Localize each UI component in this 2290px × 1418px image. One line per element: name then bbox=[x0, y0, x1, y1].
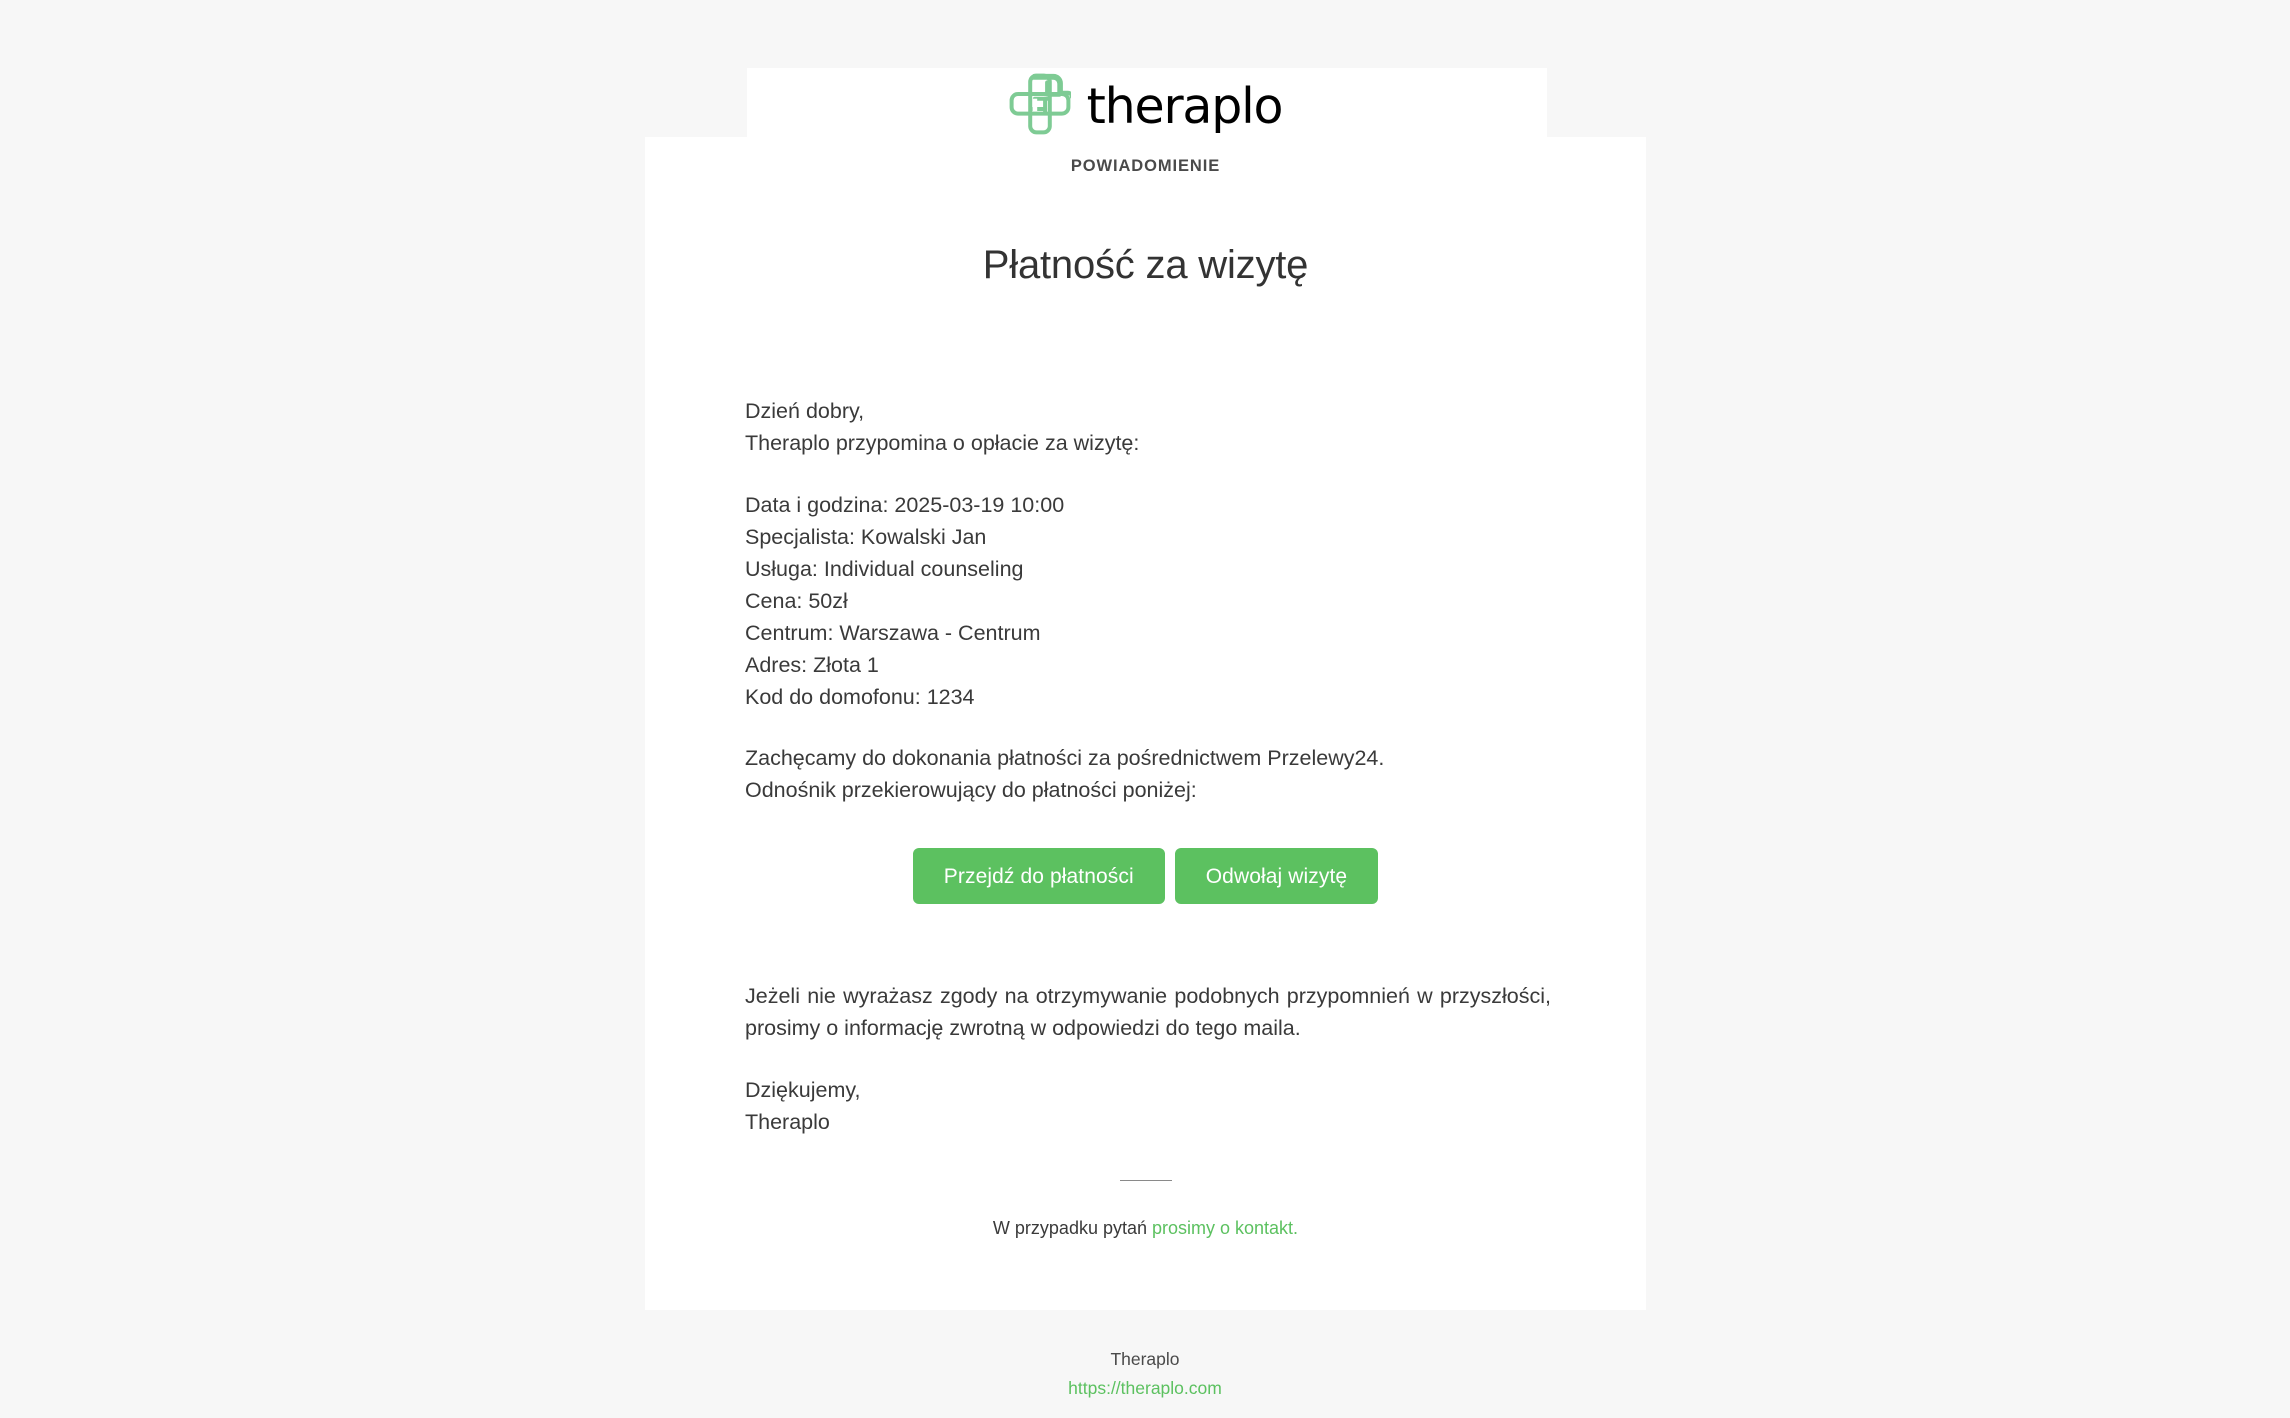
footer-website-link[interactable]: https://theraplo.com bbox=[1068, 1378, 1222, 1398]
appointment-details bbox=[745, 489, 1551, 713]
action-button-row bbox=[645, 848, 1646, 904]
email-card bbox=[645, 77, 1646, 1310]
card-footer-prefix: W przypadku pytań bbox=[992, 1218, 1152, 1238]
signoff-line-1: Dziękujemy, bbox=[745, 1078, 861, 1102]
page-title: Płatność za wizytę bbox=[982, 242, 1309, 287]
consent-note: Jeżeli nie wyrażasz zgody na otrzymywanie podobnych przypomnień w przyszłości, prosimy o informację zwrotną w odpowiedzi do tego maila. bbox=[745, 984, 1551, 1040]
greeting-line-2: Theraplo przypomina o opłacie za wizytę: bbox=[745, 431, 1140, 455]
notification-eyebrow: POWIADOMIENIE bbox=[1070, 157, 1221, 175]
go-to-payment-button[interactable]: Przejdź do płatności bbox=[913, 848, 1165, 904]
footer-company-name: Theraplo bbox=[1110, 1349, 1180, 1369]
detail-price: Cena: 50zł bbox=[745, 589, 848, 613]
footer-divider bbox=[1120, 1180, 1172, 1181]
cancel-appointment-button[interactable]: Odwołaj wizytę bbox=[1175, 848, 1378, 904]
brand-wordmark: theraplo bbox=[1086, 77, 1283, 135]
email-body-lower bbox=[745, 980, 1551, 1138]
greeting-paragraph bbox=[745, 395, 1551, 459]
detail-service: Usługa: Individual counseling bbox=[745, 557, 1024, 581]
page-footer bbox=[0, 1345, 2290, 1403]
brand-lockup bbox=[1009, 69, 1283, 139]
contact-link[interactable]: prosimy o kontakt. bbox=[1152, 1218, 1299, 1238]
detail-door-code: Kod do domofonu: 1234 bbox=[745, 685, 975, 709]
email-body bbox=[745, 395, 1551, 806]
payment-intro-line-1: Zachęcamy do dokonania płatności za pośrednictwem Przelewy24. bbox=[745, 746, 1385, 770]
detail-center: Centrum: Warszawa - Centrum bbox=[745, 621, 1041, 645]
theraplo-cross-logo-icon bbox=[1009, 73, 1071, 135]
detail-specialist: Specjalista: Kowalski Jan bbox=[745, 525, 987, 549]
detail-datetime: Data i godzina: 2025-03-19 10:00 bbox=[745, 493, 1065, 517]
payment-intro-line-2: Odnośnik przekierowujący do płatności poniżej: bbox=[745, 778, 1197, 802]
greeting-line-1: Dzień dobry, bbox=[745, 399, 865, 423]
signoff bbox=[745, 1074, 1551, 1138]
brand-header bbox=[645, 69, 1646, 140]
payment-intro bbox=[745, 742, 1551, 806]
signoff-line-2: Theraplo bbox=[745, 1110, 830, 1134]
card-footer-note bbox=[645, 1215, 1646, 1241]
detail-address: Adres: Złota 1 bbox=[745, 653, 879, 677]
